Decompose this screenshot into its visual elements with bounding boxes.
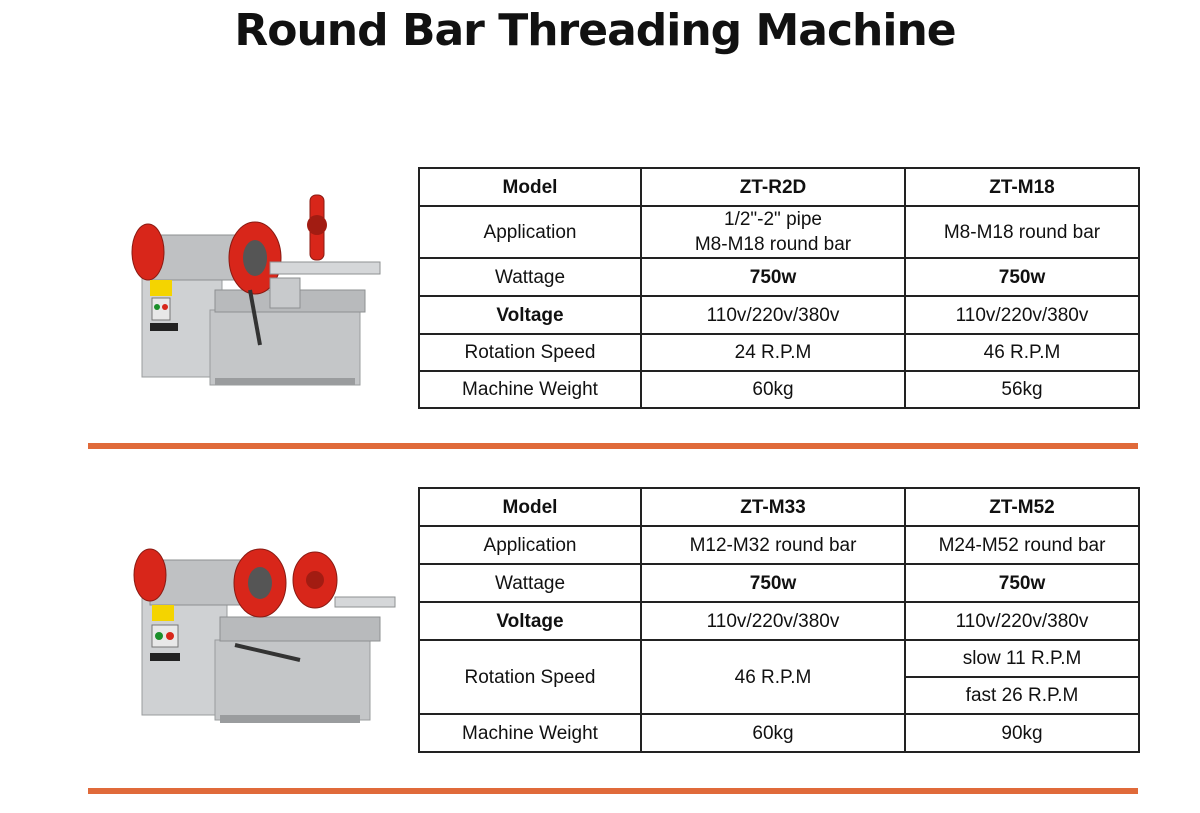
cell-value: 750w [905,564,1139,602]
cell-value: 750w [905,258,1139,296]
cell-value: fast 26 R.P.M [905,677,1139,714]
cell-value: 60kg [641,371,905,408]
row-label: Wattage [419,258,641,296]
table-row [419,296,1139,334]
table-row [419,602,1139,640]
row-label: Machine Weight [419,371,641,408]
table-row [419,564,1139,602]
cell-value: 110v/220v/380v [905,296,1139,334]
row-label: Voltage [419,296,641,334]
table-header-row [419,488,1139,526]
cell-value: M24-M52 round bar [905,526,1139,564]
row-label: Rotation Speed [419,334,641,371]
cell-line: 1/2"-2" pipe [724,209,822,230]
cell-value: 110v/220v/380v [905,602,1139,640]
machine-image-zt-r2d [120,180,390,395]
row-label: Wattage [419,564,641,602]
header-label: Model [419,488,641,526]
cell-line: M8-M18 round bar [694,234,852,255]
spec-table-1 [418,167,1140,409]
table-row [419,371,1139,408]
header-label: Model [419,168,641,206]
cell-value: 110v/220v/380v [641,602,905,640]
page-title: Round Bar Threading Machine [234,5,956,56]
cell-value: 46 R.P.M [641,640,905,714]
model-name: ZT-M33 [641,488,905,526]
table-row [419,714,1139,752]
cell-value: M8-M18 round bar [905,206,1139,258]
cell-value: M12-M32 round bar [641,526,905,564]
cell-value [641,206,905,258]
table-header-row [419,168,1139,206]
table-row [419,334,1139,371]
cell-value: 750w [641,258,905,296]
row-label: Application [419,206,641,258]
model-name: ZT-M52 [905,488,1139,526]
model-name: ZT-M18 [905,168,1139,206]
row-label: Voltage [419,602,641,640]
table-row [419,206,1139,258]
row-label: Application [419,526,641,564]
cell-value: 90kg [905,714,1139,752]
cell-value: 750w [641,564,905,602]
cell-value: 24 R.P.M [641,334,905,371]
model-name: ZT-R2D [641,168,905,206]
row-label: Machine Weight [419,714,641,752]
cell-value: 110v/220v/380v [641,296,905,334]
machine-image-zt-m33 [120,525,400,740]
table-row [419,526,1139,564]
table-row [419,640,1139,677]
cell-value: 60kg [641,714,905,752]
divider-rule [88,788,1138,794]
row-label: Rotation Speed [419,640,641,714]
cell-value: slow 11 R.P.M [905,640,1139,677]
cell-value: 56kg [905,371,1139,408]
spec-table-2 [418,487,1140,753]
divider-rule [88,443,1138,449]
table-row [419,258,1139,296]
cell-value: 46 R.P.M [905,334,1139,371]
